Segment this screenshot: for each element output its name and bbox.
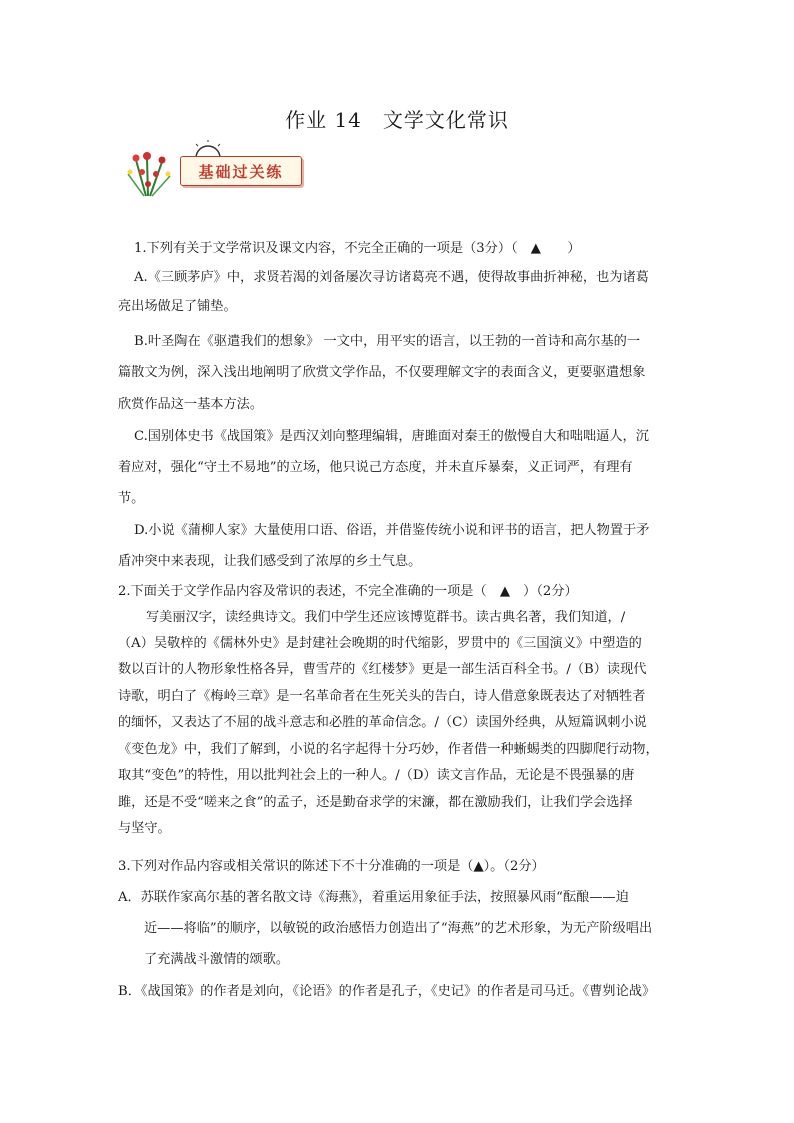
q1-option-a: A.《三顾茅庐》中，求贤若渴的刘备屡次寻访诸葛亮不遇，使得故事曲折神秘，也为诸葛: [134, 270, 649, 285]
q3-stem: 3.下列对作品内容或相关常识的陈述下不十分准确的一项是（▲）。（2分）: [118, 859, 545, 874]
q1-stem: 1.下列有关于文学常识及课文内容，不完全正确的一项是（3分）（ ▲ ）: [134, 241, 581, 256]
q3-option-a: A．苏联作家高尔基的著名散文诗《海燕》，着重运用象征手法，按照暴风雨“酝酿——迫: [118, 890, 629, 905]
q1-option-c: C.国别体史书《战国策》是西汉刘向整理编辑，唐雎面对秦王的傲慢自大和咄咄逼人，沉: [134, 429, 649, 444]
q3-option-a-cont: 了充满战斗激情的颂歌。: [144, 952, 290, 967]
q1-option-b-cont: 篇散文为例，深入浅出地阐明了欣赏文学作品，不仅要理解文字的表面含义，更要驱遣想象: [118, 365, 646, 380]
q1-option-c-cont: 着应对，强化“守土不易地”的立场，他只说己方态度，并未直斥暴秦，义正词严，有理有: [118, 460, 633, 475]
section-badge: 基础过关练: [180, 156, 302, 186]
q2-passage: 写美丽汉字，读经典诗文。我们中学生还应该博览群书。读古典名著，我们知道，/: [146, 610, 626, 625]
q1-option-b-cont: 欣赏作品这一基本方法。: [118, 397, 264, 412]
q2-stem: 2.下面关于文学作品内容及常识的表述，不完全准确的一项是（ ▲ ）（2分）: [118, 584, 578, 599]
q2-passage: 数以百计的人物形象性格各异，曹雪芹的《红楼梦》更是一部生活百科全书。/（B）读现代: [118, 662, 647, 677]
q2-passage: 《变色龙》中，我们了解到，小说的名字起得十分巧妙，作者借一种蜥蜴类的四脚爬行动物，: [118, 742, 659, 757]
q3-option-a-cont: 近——将临”的顺序，以敏锐的政治感悟力创造出了“海燕”的艺术形象，为无产阶级唱出: [144, 921, 653, 936]
q3-option-b: B．《战国策》的作者是刘向，《论语》的作者是孔子，《史记》的作者是司马迁。《曹刿论战》: [118, 984, 656, 999]
q1-option-a-cont: 亮出场做足了铺垫。: [118, 299, 237, 314]
q2-passage: 雎，还是不受“嗟来之食”的孟子，还是勤奋求学的宋濂，都在激励我们，让我们学会选择: [118, 795, 633, 810]
section-banner: [118, 138, 318, 198]
q2-passage: （A）吴敬梓的《儒林外史》是封建社会晚期的时代缩影，罗贯中的《三国演义》中塑造的: [118, 636, 642, 651]
q1-option-c-cont: 节。: [118, 491, 145, 506]
q1-option-d: D.小说《蒲柳人家》大量使用口语、俗语，并借鉴传统小说和评书的语言，把人物置于矛: [134, 523, 650, 538]
page-title: 作业 14 文学文化常识: [285, 108, 509, 132]
q2-passage: 诗歌，明白了《梅岭三章》是一名革命者在生死关头的告白，诗人借意象既表达了对牺牲者: [118, 689, 646, 704]
q2-passage: 与坚守。: [118, 821, 171, 836]
q1-option-b: B.叶圣陶在《驱遣我们的想象》 一文中，用平实的语言，以王勃的一首诗和高尔基的一: [134, 334, 641, 349]
q2-passage: 取其“变色”的特性，用以批判社会上的一种人。/（D）读文言作品，无论是不畏强暴的唐: [118, 768, 635, 783]
q1-option-d-cont: 盾冲突中来表现，让我们感受到了浓厚的乡土气息。: [118, 554, 422, 569]
q2-passage: 的缅怀，又表达了不屈的战斗意志和必胜的革命信念。/（C）读国外经典，从短篇讽刺小说: [118, 715, 647, 730]
flower-plant-icon: [118, 138, 178, 198]
